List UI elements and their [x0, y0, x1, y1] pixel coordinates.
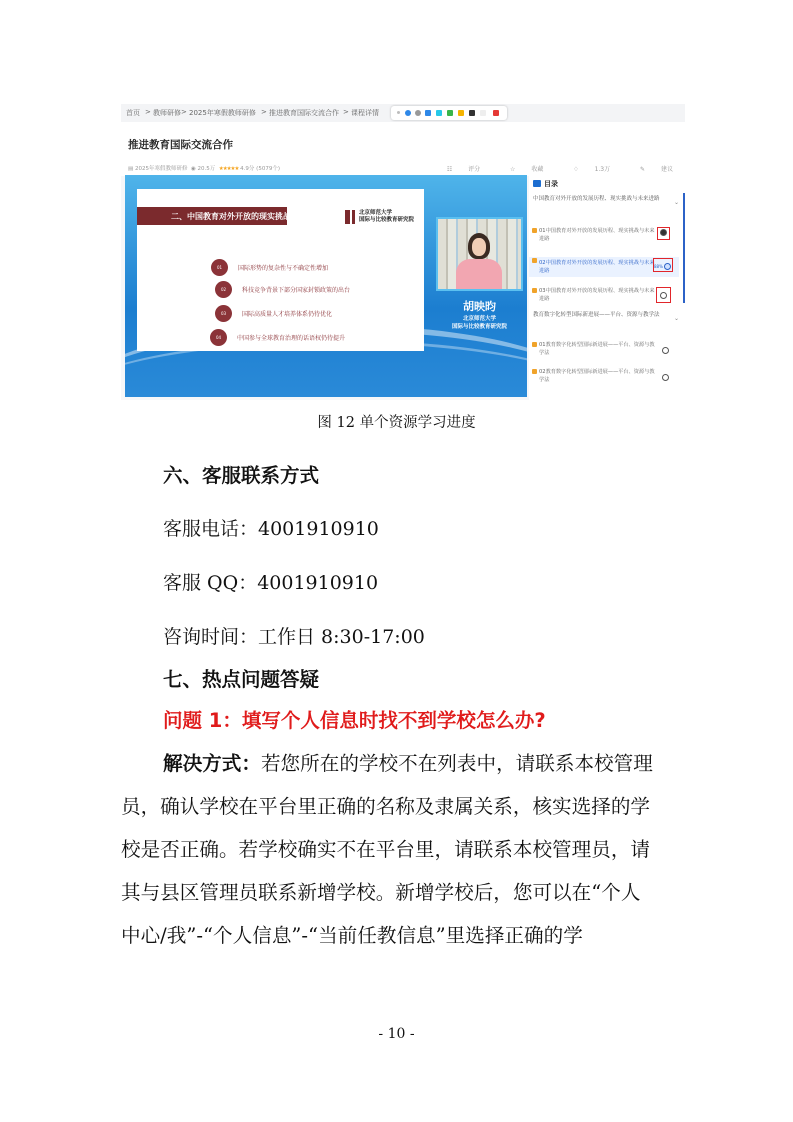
course-title: 推进教育国际交流合作 — [128, 139, 233, 151]
breadcrumb-separator: > — [343, 108, 349, 116]
table-of-contents — [529, 175, 685, 400]
slide-title: 二、中国教育对外开放的现实挑战 — [171, 212, 291, 221]
faq-answer-line: 校是否正确。若学校确实不在平台里，请联系本校管理员，请 — [121, 838, 651, 861]
toc-item-label: 03中国教育对外开放的发展历程、现实挑战与未来进路 — [539, 288, 655, 302]
breadcrumb-course-detail: 课程详情 — [351, 109, 379, 117]
highlight-box — [656, 287, 671, 303]
page-number: - 10 - — [378, 1026, 415, 1042]
rating-score: 4.9分 — [240, 166, 255, 172]
toc-section-title[interactable]: 教育数字化转型国际新进展——平台、资源与教学法 — [533, 312, 660, 318]
video-icon — [532, 342, 537, 347]
slide-point-number: 02 — [215, 281, 232, 298]
favorite-label: 收藏 — [531, 166, 544, 173]
teacher-dept: 国际与比较教育研究院 — [451, 324, 507, 330]
breadcrumb-separator: > — [261, 108, 267, 116]
course-meta — [128, 164, 280, 172]
breadcrumb-winter-training[interactable]: 2025年寒假教师研修 — [189, 109, 256, 117]
slide-university — [359, 210, 414, 224]
faq-answer-line: 其与县区管理员联系新增学校。新增学校后，您可以在“个人 — [121, 881, 641, 904]
highlight-box — [653, 258, 673, 272]
contact-qq: 客服 QQ：4001910910 — [163, 572, 379, 594]
toc-item[interactable] — [529, 341, 679, 359]
highlight-box — [657, 227, 670, 240]
figure-caption: 图 12 单个资源学习进度 — [317, 415, 476, 431]
slide-point-number: 01 — [211, 259, 228, 276]
course-series: 2025年寒假教师研修 — [134, 166, 188, 172]
annotation-toolbar — [391, 106, 507, 120]
breadcrumb-course[interactable]: 推进教育国际交流合作 — [269, 109, 339, 117]
toolbar-color-white[interactable] — [480, 110, 486, 116]
faq-answer-line: 员，确认学校在平台里正确的名称及隶属关系，核实选择的学 — [121, 795, 651, 818]
slide-point-text: 科技竞争背景下部分国家封锁政策的出台 — [242, 287, 351, 294]
rate-label: 评分 — [468, 166, 481, 173]
contact-phone: 客服电话：4001910910 — [163, 518, 379, 540]
toc-item-label: 01中国教育对外开放的发展历程、现实挑战与未来进路 — [539, 228, 655, 242]
breadcrumb-home[interactable]: 首页 — [126, 109, 140, 117]
rating-count: (5079个) — [256, 166, 280, 172]
teacher-org: 北京师范大学 — [462, 316, 496, 322]
toolbar-color-red[interactable] — [493, 110, 499, 116]
contact-hours: 咨询时间：工作日 8:30-17:00 — [163, 626, 425, 648]
slide-point-text: 国际形势的复杂性与不确定性增加 — [238, 265, 329, 272]
not-started-circle-icon — [662, 374, 669, 381]
section-heading-faq: 七、热点问题答疑 — [163, 668, 320, 691]
suggest-label: 建议 — [660, 166, 673, 173]
slide-point-text: 国际高质量人才培养体系仍待优化 — [242, 311, 333, 318]
toc-item[interactable] — [529, 368, 679, 386]
like-count: 1.3万 — [594, 166, 611, 173]
university-logo-icon — [345, 210, 350, 224]
toc-item-label: 02教育数字化转型国际新进展——平台、资源与教学法 — [539, 369, 655, 383]
breadcrumb-separator: > — [181, 108, 187, 116]
slide-point-number: 03 — [215, 305, 232, 322]
not-started-circle-icon — [662, 347, 669, 354]
favorite-button[interactable] — [496, 166, 543, 173]
answer-label: 解决方式： — [163, 752, 261, 775]
rating-stars: ★★★★★ — [218, 166, 239, 172]
folder-icon: ▤ — [128, 166, 134, 172]
teacher-face — [472, 238, 486, 256]
section-heading-contact: 六、客服联系方式 — [163, 464, 320, 487]
faq-answer-line: 中心/我”-“个人信息”-“当前任教信息”里选择正确的学 — [121, 924, 583, 947]
toolbar-color-blue[interactable] — [405, 110, 411, 116]
chevron-down-icon[interactable]: ⌄ — [674, 315, 680, 322]
university-logo-icon — [352, 210, 355, 224]
toc-scrollbar[interactable] — [683, 193, 685, 303]
thumb-icon: ♢ — [573, 166, 581, 173]
suggest-button[interactable] — [626, 166, 673, 173]
progress-badge: 88% — [654, 264, 663, 269]
teacher-name: 胡映昀 — [463, 300, 496, 313]
teacher-body — [456, 259, 502, 289]
course-screenshot-figure — [121, 104, 685, 400]
slide-university-line2: 国际与比较教育研究院 — [359, 217, 415, 223]
video-icon — [532, 288, 537, 293]
slide-university-line1: 北京师范大学 — [359, 210, 393, 216]
chevron-down-icon[interactable]: ⌄ — [674, 199, 680, 206]
course-actions — [419, 164, 673, 173]
teacher-video — [436, 217, 523, 291]
video-player[interactable] — [125, 175, 527, 397]
breadcrumb-teacher-training[interactable]: 教师研修 — [153, 109, 181, 117]
view-count: 20.5万 — [197, 166, 216, 172]
star-icon: ☆ — [510, 166, 518, 173]
toolbar-color-cyan[interactable] — [436, 110, 442, 116]
catalog-icon — [533, 180, 541, 187]
video-icon — [532, 228, 537, 233]
toc-item-label: 01教育数字化转型国际新进展——平台、资源与教学法 — [539, 342, 655, 356]
slide-point-text: 中国参与全球教育治理的话语权仍待提升 — [237, 335, 346, 342]
breadcrumb-separator: > — [145, 108, 151, 116]
rate-icon: ☷ — [446, 166, 455, 173]
toolbar-dot-icon[interactable] — [397, 111, 400, 114]
eye-icon: ◉ — [190, 166, 196, 172]
toolbar-color-blue-square[interactable] — [425, 110, 431, 116]
lecture-slide — [137, 189, 424, 351]
slide-point-number: 04 — [210, 329, 227, 346]
toc-section-title[interactable]: 中国教育对外开放的发展历程、现实挑战与未来进路 — [533, 196, 660, 202]
course-header — [121, 122, 685, 176]
rate-button[interactable] — [433, 166, 480, 173]
faq-answer-line — [163, 747, 691, 776]
faq-question-1: 问题 1：填写个人信息时找不到学校怎么办? — [163, 709, 546, 732]
video-icon — [532, 369, 537, 374]
toc-header: 目录 — [544, 180, 558, 188]
answer-text: 若您所在的学校不在列表中，请联系本校管理 — [260, 752, 653, 775]
like-button[interactable] — [559, 166, 610, 173]
toolbar-color-gray[interactable] — [415, 110, 421, 116]
suggest-icon: ✎ — [640, 166, 647, 173]
toc-item-label: 02中国教育对外开放的发展历程、现实挑战与未来进路 — [539, 260, 655, 274]
toolbar-color-black[interactable] — [469, 110, 475, 116]
toolbar-color-yellow[interactable] — [458, 110, 464, 116]
video-icon — [532, 258, 537, 263]
toolbar-color-green[interactable] — [447, 110, 453, 116]
